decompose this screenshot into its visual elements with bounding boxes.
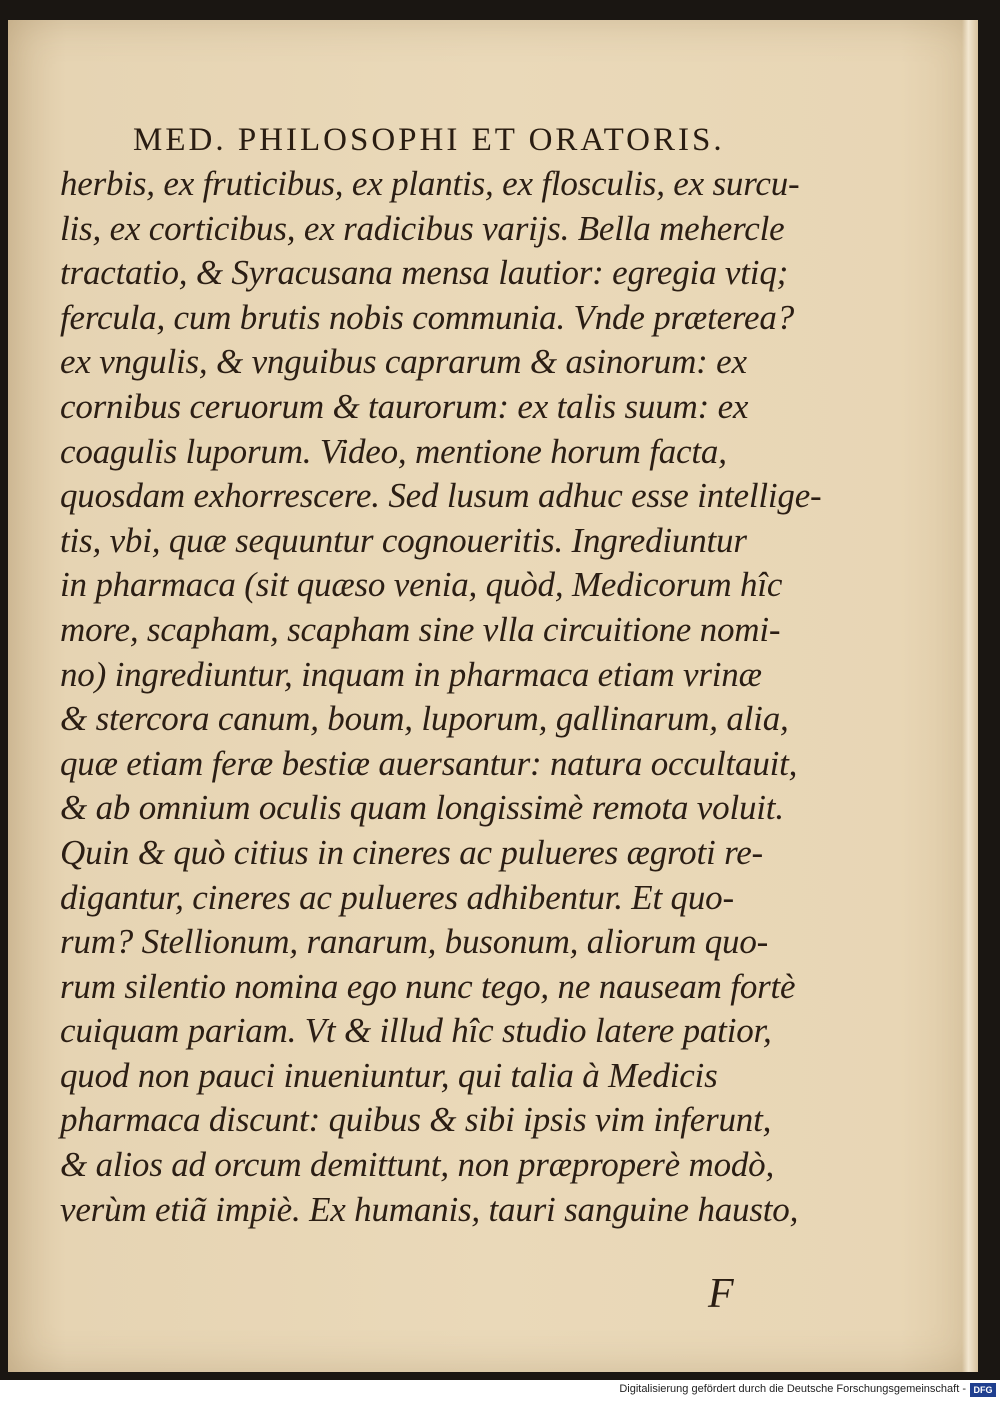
footer-credit: Digitalisierung gefördert durch die Deutsche Forschungsgemeinschaft - bbox=[619, 1383, 966, 1395]
text-line: no) ingrediuntur, inquam in pharmaca etiam vrinæ bbox=[60, 654, 762, 694]
text-line: more, scapham, scapham sine vlla circuitione nomi- bbox=[60, 609, 781, 649]
body-text bbox=[60, 162, 910, 1232]
text-line: cuiquam pariam. Vt & illud hîc studio latere patior, bbox=[60, 1011, 772, 1051]
text-line: lis, ex corticibus, ex radicibus varijs. Bella mehercle bbox=[60, 208, 785, 248]
dfg-logo-icon: DFG bbox=[970, 1383, 996, 1397]
text-line: quæ etiam feræ bestiæ auersantur: natura occultauit, bbox=[60, 743, 798, 783]
footer-bar bbox=[0, 1380, 1000, 1401]
signature-mark: F bbox=[708, 1271, 734, 1317]
book-page bbox=[8, 20, 978, 1372]
text-line: in pharmaca (sit quæso venia, quòd, Medicorum hîc bbox=[60, 565, 783, 605]
text-line: pharmaca discunt: quibus & sibi ipsis vim inferunt, bbox=[60, 1100, 772, 1140]
text-line: verùm etiã impiè. Ex humanis, tauri sanguine hausto, bbox=[60, 1189, 799, 1229]
text-line: & stercora canum, boum, luporum, gallinarum, alia, bbox=[60, 699, 789, 739]
text-line: ex vngulis, & vnguibus caprarum & asinorum: ex bbox=[60, 342, 747, 382]
text-line: tractatio, & Syracusana mensa lautior: egregia vtiq; bbox=[60, 253, 789, 293]
text-line: quod non pauci inueniuntur, qui talia à Medicis bbox=[60, 1055, 718, 1095]
text-line: herbis, ex fruticibus, ex plantis, ex flosculis, ex surcu- bbox=[60, 164, 800, 203]
text-line: quosdam exhorrescere. Sed lusum adhuc esse intellige- bbox=[60, 476, 822, 516]
text-line: & ab omnium oculis quam longissimè remota voluit. bbox=[60, 788, 784, 828]
text-line: rum silentio nomina ego nunc tego, ne nauseam fortè bbox=[60, 966, 796, 1006]
text-line: Quin & quò citius in cineres ac pulueres ægroti re- bbox=[60, 832, 763, 872]
text-line: rum? Stellionum, ranarum, busonum, aliorum quo- bbox=[60, 922, 769, 962]
text-line: & alios ad orcum demittunt, non præproperè modò, bbox=[60, 1145, 775, 1185]
text-line: tis, vbi, quæ sequuntur cognoueritis. Ingrediuntur bbox=[60, 520, 747, 560]
text-line: coagulis luporum. Video, mentione horum facta, bbox=[60, 431, 727, 471]
running-head: MED. PHILOSOPHI ET ORATORIS. bbox=[133, 122, 725, 158]
text-line: cornibus ceruorum & taurorum: ex talis suum: ex bbox=[60, 386, 749, 426]
text-line: fercula, cum brutis nobis communia. Vnde præterea? bbox=[60, 297, 794, 337]
page-edge bbox=[962, 20, 978, 1372]
text-line: digantur, cineres ac pulueres adhibentur. Et quo- bbox=[60, 877, 734, 917]
